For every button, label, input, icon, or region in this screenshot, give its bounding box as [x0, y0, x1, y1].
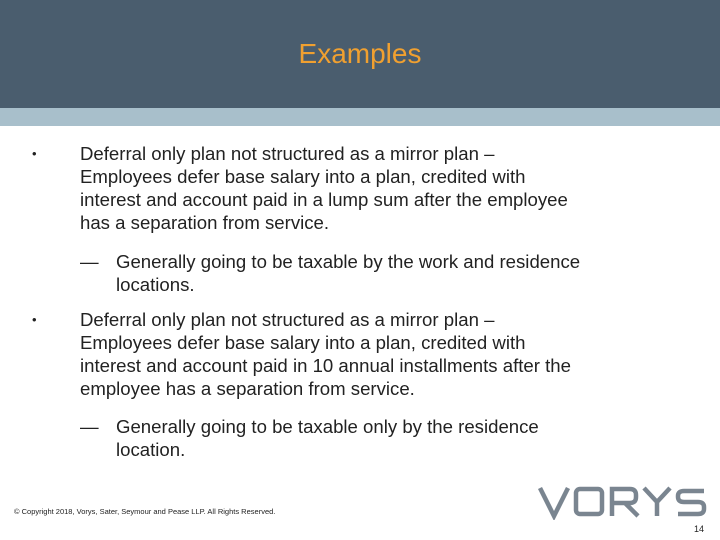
bullet-line: has a separation from service.	[80, 212, 330, 233]
bullet-line: interest and account paid in 10 annual installments after the	[80, 355, 571, 376]
bullet-line: Employees defer base salary into a plan, credited with	[80, 166, 526, 187]
bullet-line: Deferral only plan not structured as a mirror plan –	[80, 309, 495, 330]
bullet-line: Employees defer base salary into a plan, credited with	[80, 332, 526, 353]
copyright-notice: © Copyright 2018, Vorys, Sater, Seymour and Pease LLP. All Rights Reserved.	[14, 507, 276, 516]
page-title: Examples	[298, 38, 422, 69]
sub-line: Generally going to be taxable only by the residence	[116, 416, 539, 437]
vorys-logo-mark	[538, 484, 708, 520]
header-accent-strip	[0, 108, 720, 126]
vorys-logo	[538, 484, 708, 525]
sub-dash: —	[80, 251, 99, 272]
sub-dash: —	[80, 416, 99, 437]
bullet-marker: •	[32, 312, 37, 327]
bullet-marker: •	[32, 146, 37, 161]
bullet-line: Deferral only plan not structured as a mirror plan –	[80, 143, 495, 164]
page-number: 14	[693, 524, 704, 534]
bullet-line: employee has a separation from service.	[80, 378, 415, 399]
bullet-line: interest and account paid in a lump sum after the employee	[80, 189, 568, 210]
sub-item-2	[80, 415, 680, 461]
sub-line: location.	[116, 439, 186, 460]
bullet-item-1	[80, 142, 680, 234]
bullet-item-2	[80, 308, 680, 400]
sub-item-1	[80, 250, 680, 296]
sub-line: locations.	[116, 274, 195, 295]
sub-line: Generally going to be taxable by the work and residence	[116, 251, 581, 272]
